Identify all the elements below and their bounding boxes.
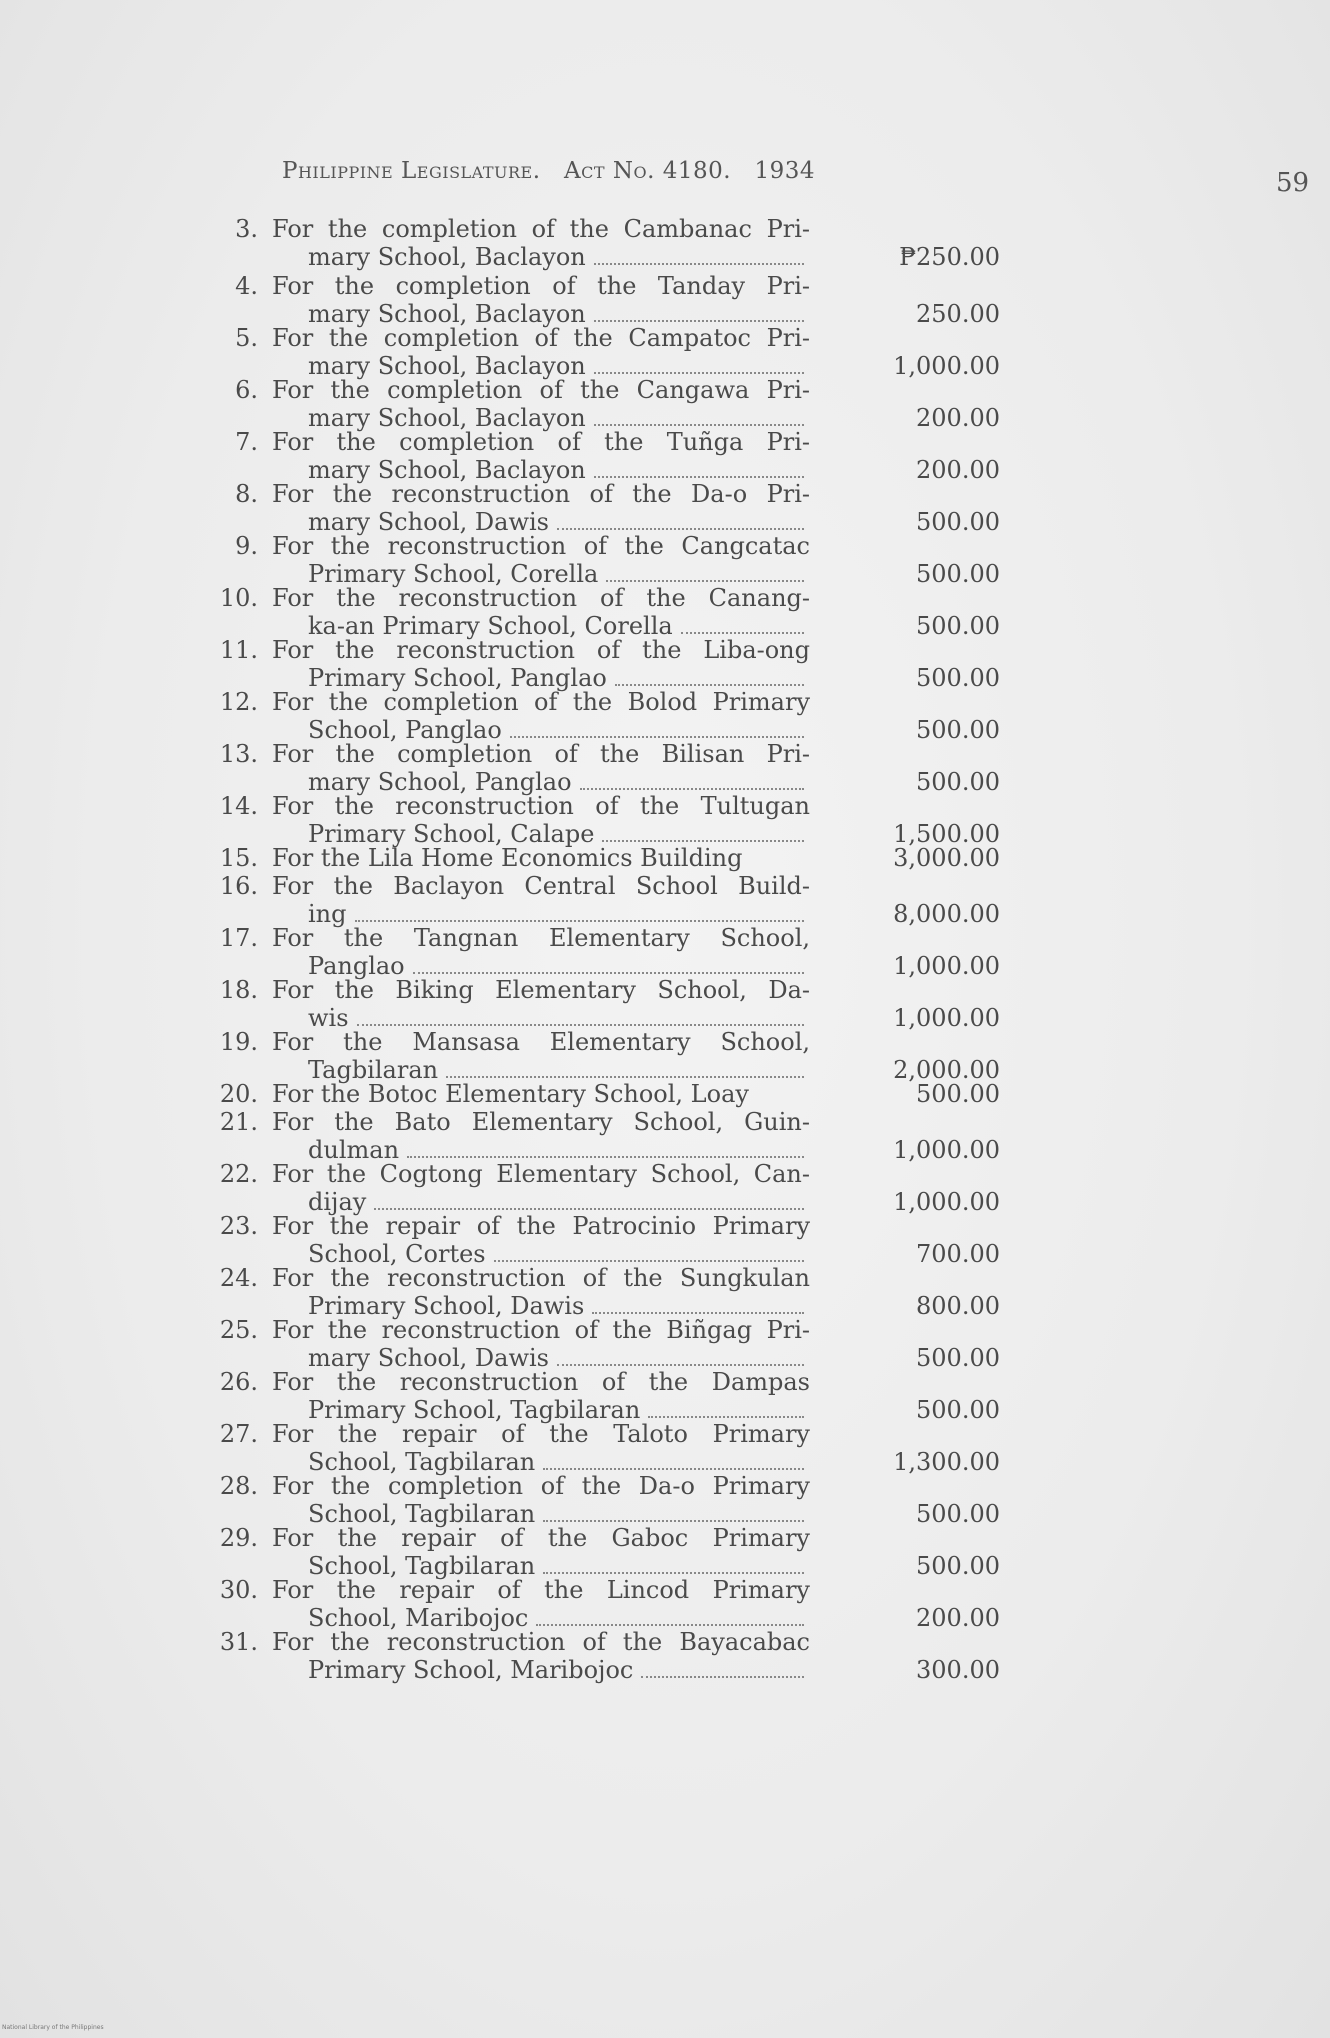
item-amount: 1,000.00 (893, 952, 1000, 980)
running-head (282, 158, 815, 184)
item-number: 18. (219, 976, 258, 1004)
item-number: 16. (219, 872, 258, 900)
item-description: For the repair of the Lincod Primary (272, 1576, 810, 1604)
dot-leader (494, 1260, 804, 1262)
item-description: For the Cogtong Elementary School, Can- (272, 1160, 810, 1188)
item-number: 27. (219, 1420, 258, 1448)
list-item (0, 688, 1330, 744)
dot-leader (446, 1076, 804, 1078)
dot-leader (407, 1156, 804, 1158)
item-description-line2: School, Cortes (308, 1240, 486, 1268)
item-description: For the Tangnan Elementary School, (272, 924, 810, 952)
dot-leader (681, 632, 804, 634)
dot-leader (413, 972, 804, 974)
item-amount: 1,000.00 (893, 1188, 1000, 1216)
list-item (0, 215, 1330, 272)
list-item (0, 1368, 1330, 1424)
item-number: 13. (219, 740, 258, 768)
item-number: 24. (219, 1264, 258, 1292)
item-description: For the repair of the Patrocinio Primary (272, 1212, 810, 1240)
item-description: For the Baclayon Central School Build- (272, 872, 810, 900)
dot-leader (594, 263, 804, 265)
dot-leader (536, 1624, 804, 1626)
item-description: For the reconstruction of the Dampas (272, 1368, 810, 1396)
list-item (0, 636, 1330, 692)
item-description: For the Lila Home Economics Building (272, 844, 743, 872)
item-description-line2: mary School, Baclayon (308, 352, 586, 380)
item-amount: 500.00 (916, 1552, 1000, 1580)
item-number: 21. (219, 1108, 258, 1136)
dot-leader (615, 684, 804, 686)
item-number: 12. (219, 688, 258, 716)
item-amount: 300.00 (916, 1656, 1000, 1684)
list-item (0, 480, 1330, 536)
act-year: 1934 (754, 158, 816, 184)
item-description: For the reconstruction of the Bayacabac (272, 1628, 810, 1656)
item-description-line2: mary School, Baclayon (308, 243, 586, 271)
item-description: For the reconstruction of the Biñgag Pri- (272, 1316, 810, 1344)
item-number: 10. (219, 584, 258, 612)
item-description: For the completion of the Cambanac Pri- (272, 215, 810, 243)
item-amount: 500.00 (916, 612, 1000, 640)
dot-leader (543, 1520, 804, 1522)
item-description-line2: Primary School, Panglao (308, 664, 607, 692)
item-number: 6. (235, 376, 258, 404)
item-number: 30. (219, 1576, 258, 1604)
scan-footer-note: National Library of the Philippines (2, 2024, 104, 2031)
list-item (0, 740, 1330, 796)
item-amount: 1,000.00 (893, 1004, 1000, 1032)
list-item (0, 376, 1330, 432)
item-description: For the reconstruction of the Cangcatac (272, 532, 810, 560)
list-item (0, 324, 1330, 380)
item-description: For the Botoc Elementary School, Loay (272, 1080, 749, 1108)
item-number: 26. (219, 1368, 258, 1396)
item-amount: 1,300.00 (893, 1448, 1000, 1476)
list-item (0, 1212, 1330, 1268)
appropriation-list (0, 215, 1330, 1684)
dot-leader (606, 580, 804, 582)
publication-title: Philippine Legislature. (282, 158, 541, 184)
item-amount: 1,500.00 (893, 820, 1000, 848)
item-number: 22. (219, 1160, 258, 1188)
page-number: 59 (1276, 168, 1310, 198)
dot-leader (594, 320, 804, 322)
item-amount: 800.00 (916, 1292, 1000, 1320)
item-number: 28. (219, 1472, 258, 1500)
list-item (0, 1472, 1330, 1528)
item-amount: 200.00 (916, 404, 1000, 432)
item-description-line2: dulman (308, 1136, 400, 1164)
item-description-line2: mary School, Baclayon (308, 404, 586, 432)
item-description-line2: School, Tagbilaran (308, 1448, 536, 1476)
dot-leader (648, 1416, 804, 1418)
item-number: 11. (219, 636, 258, 664)
dot-leader (543, 1468, 804, 1470)
item-number: 5. (235, 324, 258, 352)
item-number: 4. (235, 272, 258, 300)
dot-leader (557, 1364, 804, 1366)
dot-leader (641, 1676, 804, 1678)
list-item (0, 428, 1330, 484)
item-description-line2: School, Maribojoc (308, 1604, 529, 1632)
list-item (0, 1108, 1330, 1164)
dot-leader (557, 528, 804, 530)
item-description: For the reconstruction of the Tultugan (272, 792, 810, 820)
dot-leader (510, 736, 804, 738)
item-description-line2: Primary School, Tagbilaran (308, 1396, 641, 1424)
item-description: For the reconstruction of the Canang- (272, 584, 810, 612)
item-description: For the completion of the Tuñga Pri- (272, 428, 810, 456)
item-description: For the completion of the Bolod Primary (272, 688, 810, 716)
item-number: 15. (219, 844, 258, 872)
item-description: For the completion of the Cangawa Pri- (272, 376, 810, 404)
act-number: Act No. 4180. (564, 158, 732, 184)
item-description: For the completion of the Da-o Primary (272, 1472, 810, 1500)
dot-leader (602, 840, 804, 842)
item-number: 9. (235, 532, 258, 560)
item-description: For the reconstruction of the Da-o Pri- (272, 480, 810, 508)
item-number: 20. (219, 1080, 258, 1108)
item-description: For the reconstruction of the Liba-ong (272, 636, 810, 664)
item-description: For the Bato Elementary School, Guin- (272, 1108, 810, 1136)
item-number: 17. (219, 924, 258, 952)
item-description-line2: School, Tagbilaran (308, 1552, 536, 1580)
item-number: 8. (235, 480, 258, 508)
item-description: For the repair of the Taloto Primary (272, 1420, 810, 1448)
item-description-line2: School, Panglao (308, 716, 502, 744)
dot-leader (594, 424, 804, 426)
list-item (0, 1316, 1330, 1372)
item-number: 7. (235, 428, 258, 456)
item-amount: 500.00 (916, 768, 1000, 796)
item-amount: 200.00 (916, 1604, 1000, 1632)
list-item (0, 584, 1330, 640)
item-number: 14. (219, 792, 258, 820)
item-amount: 1,000.00 (893, 352, 1000, 380)
dot-leader (357, 1024, 804, 1026)
item-description-line2: mary School, Dawis (308, 508, 549, 536)
list-item (0, 1264, 1330, 1320)
item-description-line2: mary School, Dawis (308, 1344, 549, 1372)
item-number: 31. (219, 1628, 258, 1656)
list-item (0, 976, 1330, 1032)
dot-leader (594, 476, 804, 478)
list-item (0, 792, 1330, 848)
item-description-continued (308, 1656, 808, 1684)
list-item (0, 1524, 1330, 1580)
dot-leader (355, 920, 804, 922)
list-item (0, 872, 1330, 928)
list-item (0, 924, 1330, 980)
item-description-line2: ing (308, 900, 347, 928)
item-amount: 1,000.00 (893, 1136, 1000, 1164)
list-item (0, 272, 1330, 328)
item-description: For the completion of the Tanday Pri- (272, 272, 810, 300)
item-description-line2: wis (308, 1004, 349, 1032)
item-description: For the Biking Elementary School, Da- (272, 976, 810, 1004)
item-amount: 500.00 (916, 1396, 1000, 1424)
item-number: 25. (219, 1316, 258, 1344)
dot-leader (543, 1572, 804, 1574)
item-amount: 500.00 (916, 508, 1000, 536)
item-description-line2: dijay (308, 1188, 367, 1216)
item-amount: 700.00 (916, 1240, 1000, 1268)
list-item (0, 1420, 1330, 1476)
item-description-line2: Primary School, Calape (308, 820, 595, 848)
item-description-line2: Panglao (308, 952, 405, 980)
item-description: For the completion of the Campatoc Pri- (272, 324, 810, 352)
item-description-line2: Primary School, Corella (308, 560, 599, 588)
item-amount: 8,000.00 (893, 900, 1000, 928)
item-amount: 500.00 (916, 664, 1000, 692)
item-description: For the Mansasa Elementary School, (272, 1028, 810, 1056)
item-amount: ₱250.00 (899, 243, 1000, 271)
item-amount: 250.00 (916, 300, 1000, 328)
list-item (0, 1080, 1330, 1108)
list-item (0, 1628, 1330, 1684)
dot-leader (580, 788, 804, 790)
item-description: For the reconstruction of the Sungkulan (272, 1264, 810, 1292)
item-description-line2: mary School, Baclayon (308, 300, 586, 328)
item-description-line2: School, Tagbilaran (308, 1500, 536, 1528)
list-item (0, 1576, 1330, 1632)
item-amount: 2,000.00 (893, 1056, 1000, 1084)
dot-leader (374, 1208, 804, 1210)
item-number: 29. (219, 1524, 258, 1552)
item-number: 3. (235, 215, 258, 243)
list-item (0, 1160, 1330, 1216)
item-amount: 3,000.00 (893, 844, 1000, 872)
item-description: For the completion of the Bilisan Pri- (272, 740, 810, 768)
item-number: 23. (219, 1212, 258, 1240)
dot-leader (594, 372, 804, 374)
item-amount: 200.00 (916, 456, 1000, 484)
list-item (0, 1028, 1330, 1084)
item-description-line2: Primary School, Dawis (308, 1292, 585, 1320)
item-description-line2: Tagbilaran (308, 1056, 439, 1084)
item-amount: 500.00 (916, 1344, 1000, 1372)
item-description-line2: Primary School, Maribojoc (308, 1656, 634, 1684)
item-description-continued (308, 243, 808, 271)
dot-leader (592, 1312, 804, 1314)
item-description-line2: mary School, Panglao (308, 768, 572, 796)
item-number: 19. (219, 1028, 258, 1056)
list-item (0, 844, 1330, 872)
item-description-line2: ka-an Primary School, Corella (308, 612, 673, 640)
item-amount: 500.00 (916, 560, 1000, 588)
item-amount: 500.00 (916, 716, 1000, 744)
item-description: For the repair of the Gaboc Primary (272, 1524, 810, 1552)
item-amount: 500.00 (916, 1080, 1000, 1108)
list-item (0, 532, 1330, 588)
item-description-line2: mary School, Baclayon (308, 456, 586, 484)
item-amount: 500.00 (916, 1500, 1000, 1528)
